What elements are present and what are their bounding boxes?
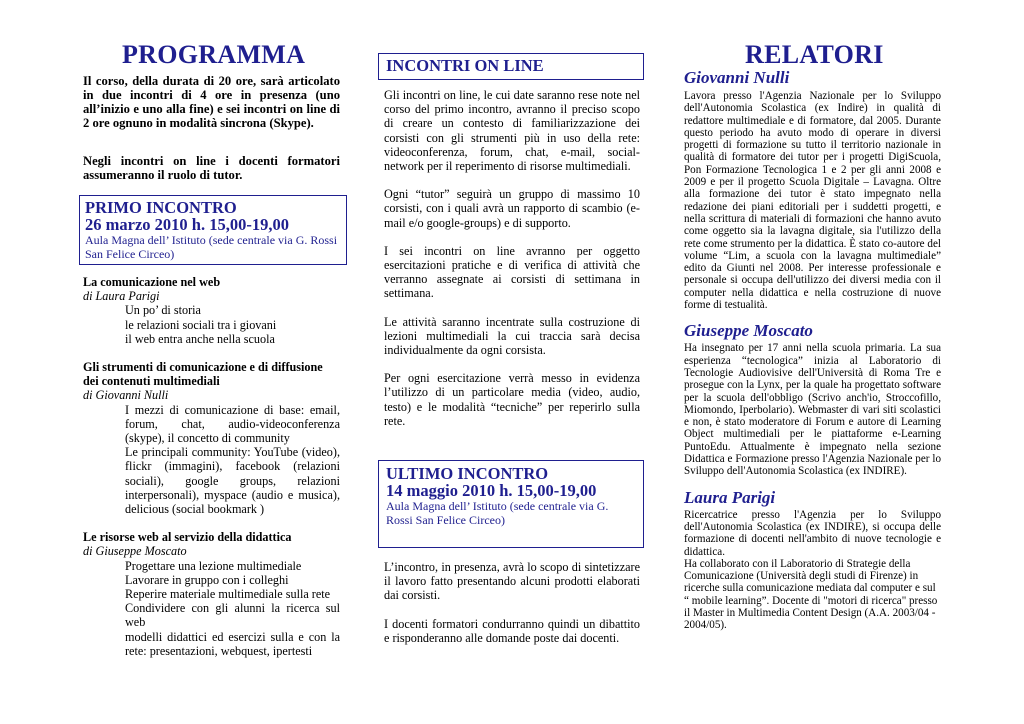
- primo-incontro-box: [79, 195, 347, 265]
- topic-author: di Giovanni Nulli: [83, 388, 169, 403]
- speaker-block: [684, 68, 941, 311]
- speaker-block: [684, 488, 941, 632]
- topic-author: di Giuseppe Moscato: [83, 544, 187, 559]
- topic-item: Lavorare in gruppo con i colleghi: [125, 572, 289, 587]
- course-intro-tutor: Negli incontri on line i docenti formatori assumeranno il ruolo di tutor.: [83, 154, 340, 182]
- topic-item: I mezzi di comunicazione di base: email, forum, chat, audio-videoconferenza (skype), il concetto di community: [125, 402, 340, 446]
- topic-title: Le risorse web al servizio della didattica: [83, 530, 292, 545]
- speaker-bio: Ricercatrice presso l'Agenzia per lo Sviluppo dell'Autonomia Scolastica (ex INDIRE), si occupa delle formazione di docenti nell'ambito di nuove tecnologie e didattica.: [684, 508, 941, 558]
- online-paragraph: Le attività saranno incentrate sulla costruzione di lezioni multimediali la cui traccia sarà decisa individualmente da ogni corsista.: [384, 314, 640, 358]
- incontri-online-title: INCONTRI ON LINE: [386, 56, 544, 75]
- speaker-bio-extra: Ha collaborato con il Laboratorio di Strategie della Comunicazione (Università degli studi di Firenze) in ricerche sulla comunicazione mediata dal computer e sul “ mobile learning”. Docente di "motori di ricerca" presso il Master in Multimedia Content Design (A.A. 2003/04 - 2004/05).: [684, 557, 938, 632]
- topic-item: Condividere con gli alunni la ricerca sul web: [125, 601, 340, 630]
- topic-title: La comunicazione nel web: [83, 275, 221, 289]
- speaker-name: Giovanni Nulli: [684, 68, 790, 87]
- topics-list: [83, 275, 340, 658]
- programma-title: PROGRAMMA: [122, 40, 306, 69]
- topic-item: Progettare una lezione multimediale: [125, 558, 302, 573]
- speaker-name: Laura Parigi: [684, 487, 776, 507]
- speaker-bio: Ha insegnato per 17 anni nella scuola primaria. La sua esperienza “tecnologica” inizia al Laboratorio di Tecnologie Audiovisive dell'Università di Roma Tre e prosegue con la Lynx, per la quale ha progettato software per la scuola dell'obbligo (Scrivo anch'io, Stroccofillo, Miomondo, Iperbolario). Webmaster di vari siti scolastici e non, è stato moderatore di Forum e autore di Learning Object multimediali per le piattaforme e-Learning PuntoEdu. Attualmente è impegnato nella sezione Didattica e Formazione presso l'Agenzia Nazionale per lo Sviluppo dell'Autonomia Scolastica (ex INDIRE).: [684, 342, 941, 478]
- speakers-list: [684, 68, 941, 632]
- topic-item: Le principali community: YouTube (video), flickr (immagini), facebook (relazioni sociali), google groups, relazioni interpersonali), myspace (audio e musica), delicious (social bookmark ): [125, 445, 340, 517]
- primo-incontro-date: 26 marzo 2010 h. 15,00-19,00: [85, 215, 289, 234]
- online-paragraph: Gli incontri on line, le cui date saranno rese note nel corso del primo incontro, avranno il preciso scopo di creare un contesto di familiarizzazione dei corsisti con gli strumenti più in uso della rete: videoconferenza, forum, chat, e-mail, social-network per il reperimento di risorse multimediali.: [384, 88, 640, 174]
- topic-item: Un po’ di storia: [125, 303, 201, 318]
- topic-block: [83, 360, 340, 516]
- ultimo-incontro-box: [378, 460, 644, 548]
- topic-title: Gli strumenti di comunicazione e di diffusione dei contenuti multimediali: [83, 360, 323, 389]
- primo-incontro-title: PRIMO INCONTRO: [85, 198, 237, 217]
- online-paragraph: I sei incontri on line avranno per oggetto esercitazioni pratiche e di verifica di attività che verranno assegnate ai corsisti di settimana in settimana.: [384, 243, 640, 301]
- topic-item: modelli didattici ed esercizi sulla e con la rete: presentazioni, webquest, ipertesti: [125, 629, 340, 658]
- incontri-online-box: [378, 53, 644, 80]
- relatori-title: RELATORI: [745, 40, 884, 69]
- online-paragraph: Ogni “tutor” seguirà un gruppo di massimo 10 corsisti, con i quali avrà un rapporto di scambio (e-mail e/o google-groups) e di supporto.: [384, 187, 640, 230]
- ultimo-incontro-date: 14 maggio 2010 h. 15,00-19,00: [386, 481, 597, 500]
- topic-block: [83, 275, 340, 346]
- speaker-block: [684, 321, 941, 477]
- final-paragraph: I docenti formatori condurranno quindi un dibattito e risponderanno alle domande poste dai docenti.: [384, 616, 640, 645]
- topic-block: [83, 530, 340, 658]
- primo-incontro-place: Aula Magna dell’ Istituto (sede centrale via G. Rossi San Felice Circeo): [85, 233, 338, 261]
- speaker-bio: Lavora presso l'Agenzia Nazionale per lo Sviluppo dell'Autonomia Scolastica (ex Indire) in qualità di redattore multimediale e di formatore, dal 2005. Durante questo periodo ha avuto modo di operare in diversi progetti di formazione su tutto il territorio nazionale in qualità di formatore dei tutor per i progetti DigiScuola, Pon Formazione Tecnologica 1 e 2 per gli anni 2008 e 2009 e per il progetto Scuola Digitale – Lavagna. Oltre alla formazione dei tutor è stato impegnato nella redazione dei piani editoriali per i suddetti progetti, e nella scrittura di materiali di formazioni che hanno avuto come oggetto sia la lavagna digitale, sia l'utilizzo della rete come strumento per la didattica. È stato co-autore del volume “Lim, a scuola con la lavagna multimediale” edito da Giunti nel 2008. Per interesse professionale e personale si occupa dell'utilizzo dei diversi media con il computer nella didattica e nella costruzione di nuove forme di testualità.: [684, 90, 941, 312]
- final-paragraph: L’incontro, in presenza, avrà lo scopo di sintetizzare il lavoro fatto presentando alcuni prodotti elaborati dai corsisti.: [384, 560, 640, 603]
- topic-item: le relazioni sociali tra i giovani: [125, 317, 277, 332]
- online-description: [384, 88, 640, 428]
- speaker-name: Giuseppe Moscato: [684, 321, 813, 341]
- course-intro: Il corso, della durata di 20 ore, sarà articolato in due incontri di 4 ore in presenza (uno all’inizio e uno alla fine) e sei incontri on line di 2 ore ognuno in modalità sincrona (Skype).: [83, 74, 340, 130]
- topic-author: di Laura Parigi: [83, 289, 160, 304]
- online-paragraph: Per ogni esercitazione verrà messo in evidenza l’utilizzo di un particolare media (video, audio, testo) e le modalità “tecniche” per reperirlo sulla rete.: [384, 371, 640, 428]
- topic-item: Reperire materiale multimediale sulla rete: [125, 587, 331, 602]
- final-description: [384, 560, 640, 645]
- topic-item: il web entra anche nella scuola: [125, 331, 275, 346]
- ultimo-incontro-place: Aula Magna dell’ Istituto (sede centrale via G. Rossi San Felice Circeo): [386, 499, 609, 527]
- ultimo-incontro-title: ULTIMO INCONTRO: [386, 464, 549, 483]
